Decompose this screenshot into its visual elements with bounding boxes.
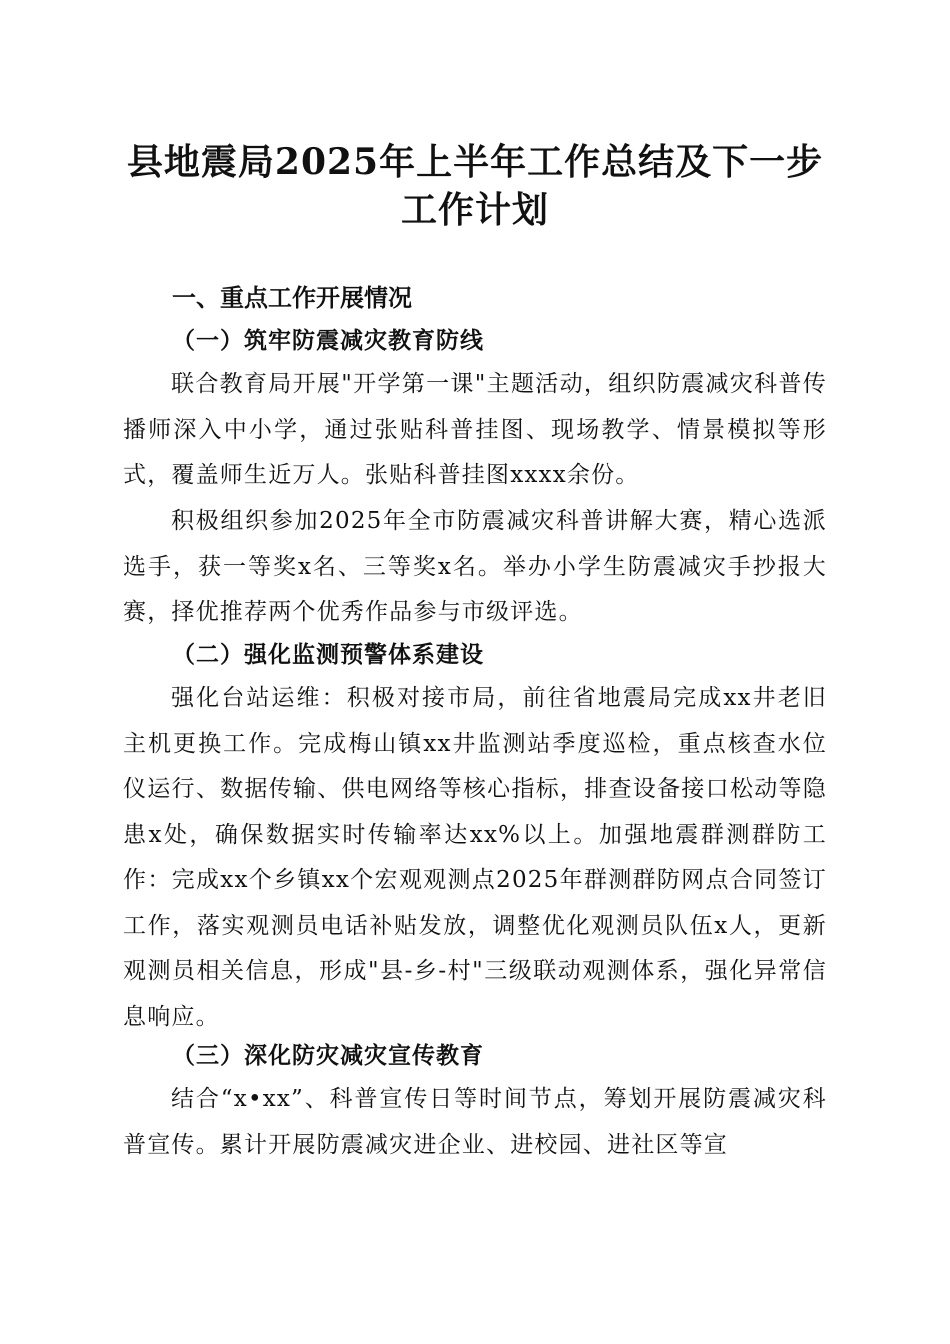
paragraph-2: 积极组织参加2025年全市防震减灾科普讲解大赛，精心选派选手，获一等奖x名、三等奖x名。举办小学生防震减灾手抄报大赛，择优推荐两个优秀作品参与市级评选。	[123, 508, 827, 625]
paragraph-4: 结合“x•xx”、科普宣传日等时间节点，筹划开展防震减灾科普宣传。累计开展防震减灾进企业、进校园、进社区等宣	[123, 1086, 827, 1158]
document-title: 县地震局2025年上半年工作总结及下一步工作计划	[126, 141, 824, 231]
paragraph-3: 强化台站运维：积极对接市局，前往省地震局完成xx井老旧主机更换工作。完成梅山镇xx井监测站季度巡检，重点核查水位仪运行、数据传输、供电网络等核心指标，排查设备接口松动等隐患x处，确保数据实时传输率达xx%以上。加强地震群测群防工作：完成xx个乡镇xx个宏观观测点2025年群测群防网点合同签订工作，落实观测员电话补贴发放，调整优化观测员队伍x人，更新观测员相关信息，形成"县-乡-村"三级联动观测体系，强化异常信息响应。	[123, 685, 827, 1030]
subsection-heading-3: （三）深化防灾减灾宣传教育	[172, 1042, 484, 1069]
section-heading: 一、重点工作开展情况	[172, 284, 412, 312]
subsection-heading-1: （一）筑牢防震减灾教育防线	[172, 327, 484, 354]
subsection-heading-2: （二）强化监测预警体系建设	[172, 641, 484, 668]
paragraph-1: 联合教育局开展"开学第一课"主题活动，组织防震减灾科普传播师深入中小学，通过张贴科普挂图、现场教学、情景模拟等形式，覆盖师生近万人。张贴科普挂图xxxx余份。	[123, 371, 827, 488]
